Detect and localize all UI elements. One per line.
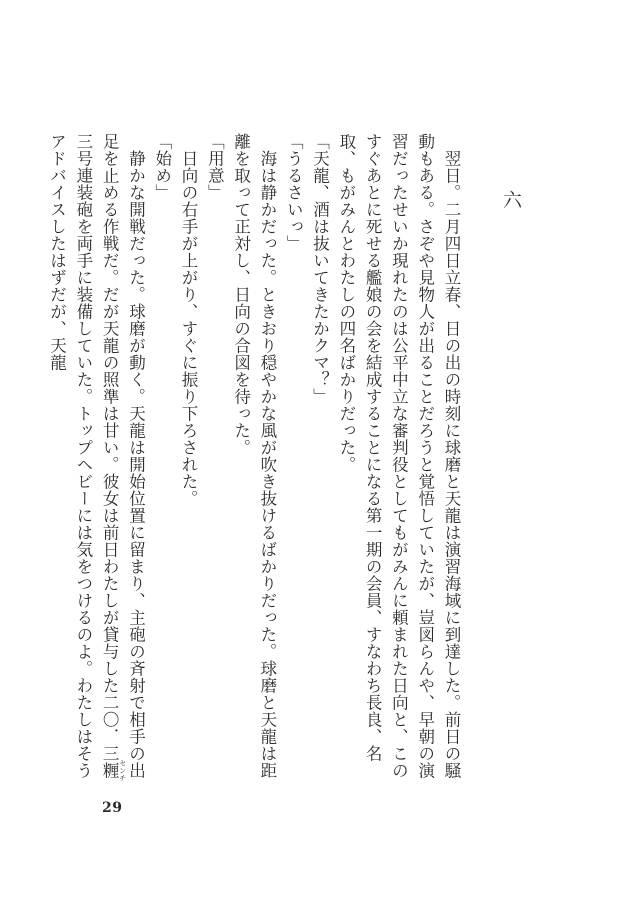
dialogue-line: 「始め」: [152, 133, 172, 201]
paragraph-last: [43, 133, 148, 783]
dialogue-line: 「用意」: [205, 133, 225, 201]
paragraph: 海は静かだった。ときおり穏やかな風が吹き抜けるばかりだった。球磨と天龍は距離を取って正対し、日向の合図を待った。: [231, 133, 277, 779]
dialogue-line: 「うるさいっ」: [284, 133, 304, 252]
paragraph: 翌日。二月四日立春、日の出の時刻に球磨と天龍は演習海域に到達した。前日の騒動もある。さぞや見物人が出ることだろうと覚悟していたが、豈図らんや、早朝の演習だったせいか現れたのは公平中立な審判役としてもがみんに頼まれた日向と、このすぐあとに死せる艦娘の会を結成することになる第一期の会員、すなわち長良、名取、もがみんとわたしの四名ばかりだった。: [336, 133, 461, 779]
ruby-base: 糎: [100, 759, 120, 782]
paragraph-text-before: 静かな開戦だった。球磨が動く。天龍は開始位置に留まり、主砲の斉射で相手の出足を止める作戦だ。だが天龍の照準は甘い。彼女は前日わたしが貸与した二〇．三: [100, 133, 146, 779]
body-text: [43, 133, 464, 783]
paragraph-text-after: 三号連装砲を両手に装備していた。トップヘビーには気をつけるのよ。わたしはそうアドバイスしたはずだが、天龍: [47, 133, 93, 779]
paragraph: 日向の右手が上がり、すぐに振り下ろされた。: [179, 133, 199, 507]
ruby-text: センチ: [118, 759, 127, 782]
page-number: 29: [102, 800, 123, 816]
dialogue-line: 「天龍、酒は抜いてきたかクマ？」: [310, 133, 330, 405]
chapter-title: 六: [500, 190, 522, 209]
ruby-annotation: [100, 759, 127, 782]
